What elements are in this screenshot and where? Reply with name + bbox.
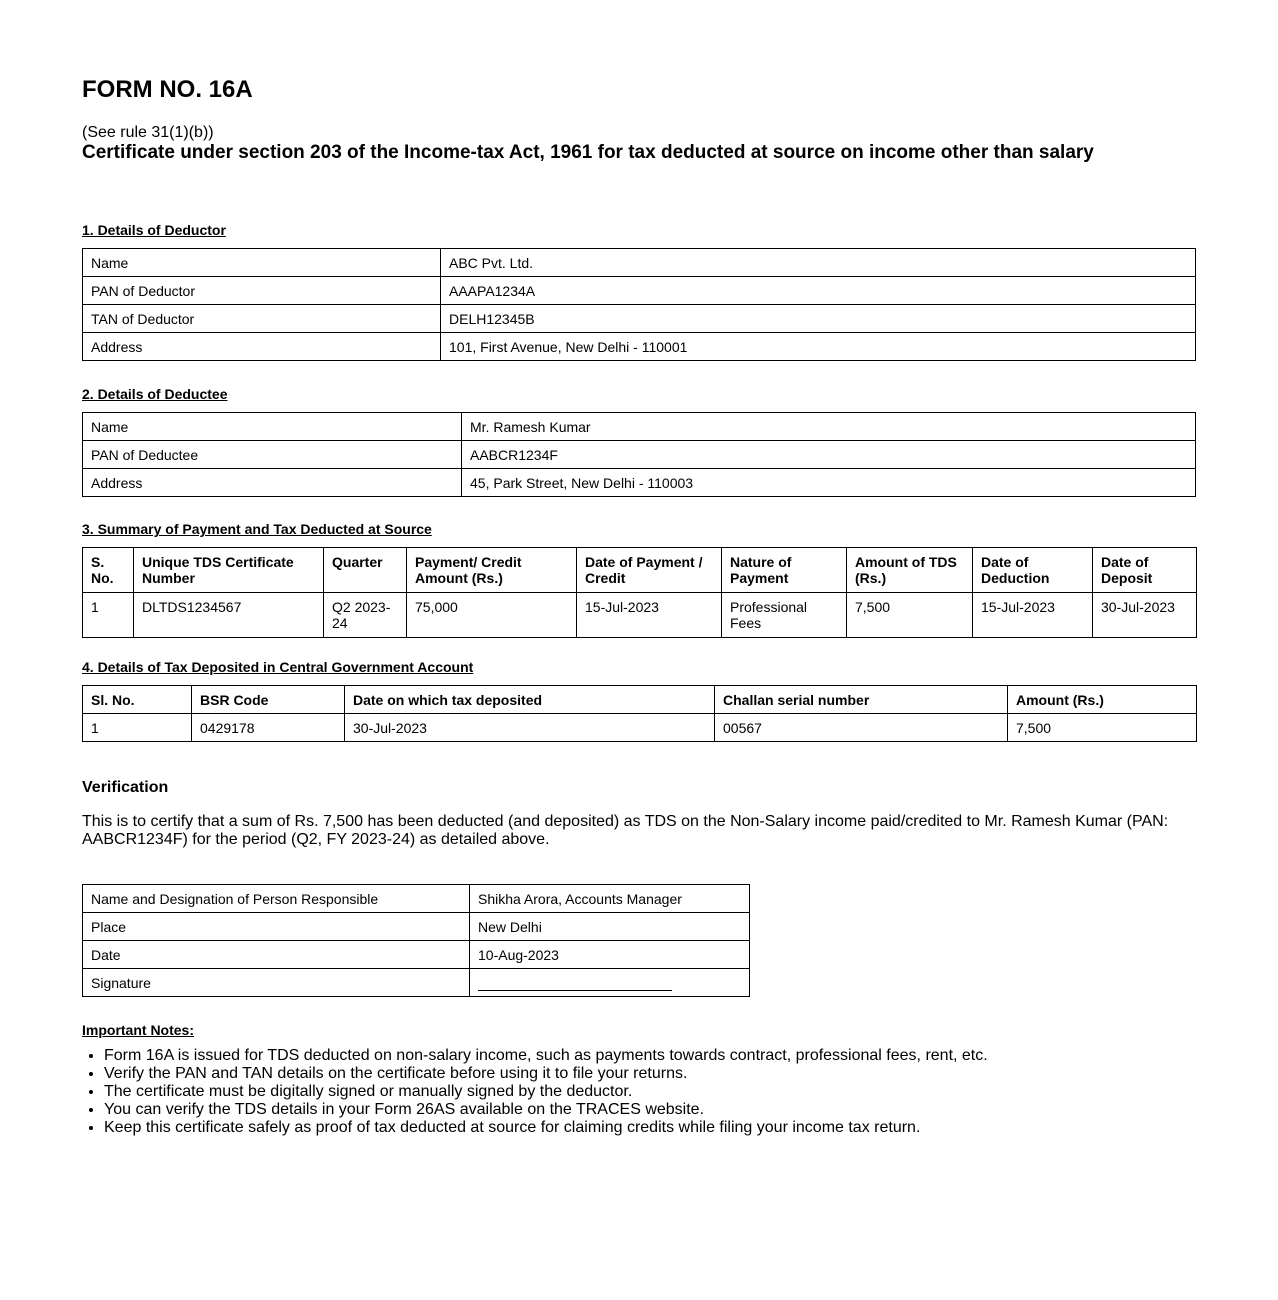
column-header: Quarter: [324, 548, 407, 593]
table-cell: 00567: [715, 714, 1008, 742]
column-header: Sl. No.: [83, 686, 192, 714]
signature-cell: [470, 969, 750, 997]
table-row: [83, 714, 1197, 742]
list-item: • Form 16A is issued for TDS deducted on non-salary income, such as payments towards contract, professional fees, rent, etc.: [104, 1047, 1204, 1065]
deductee-table: [82, 412, 1196, 497]
deposit-table: [82, 685, 1197, 742]
table-row: [83, 913, 750, 941]
deposit-heading: 4. Details of Tax Deposited in Central Government Account: [82, 659, 474, 675]
column-header: Date of Deposit: [1093, 548, 1197, 593]
table-row: [83, 969, 750, 997]
date-label: Date: [83, 941, 470, 969]
column-header: BSR Code: [192, 686, 345, 714]
notes-heading: Important Notes:: [82, 1022, 194, 1038]
table-row: [83, 441, 1196, 469]
deductee-address-label: Address: [83, 469, 462, 497]
list-item: • Keep this certificate safely as proof of tax deducted at source for claiming credits while filing your income tax return.: [104, 1119, 1204, 1137]
deductee-pan-label: PAN of Deductee: [83, 441, 462, 469]
deductor-address-label: Address: [83, 333, 441, 361]
place-label: Place: [83, 913, 470, 941]
verification-text: This is to certify that a sum of Rs. 7,500 has been deducted (and deposited) as TDS on the Non-Salary income paid/credited to Mr. Ramesh Kumar (PAN: AABCR1234F) for the period (Q2, FY 2023-24) as detailed above.: [82, 813, 1169, 848]
deductor-pan-value: AAAPA1234A: [441, 277, 1196, 305]
deductor-name-label: Name: [83, 249, 441, 277]
responsible-name-label: Name and Designation of Person Responsible: [83, 885, 470, 913]
column-header: Date of Deduction: [973, 548, 1093, 593]
table-cell: 0429178: [192, 714, 345, 742]
table-header-row: [83, 548, 1197, 593]
column-header: Payment/ Credit Amount (Rs.): [407, 548, 577, 593]
deductor-table: [82, 248, 1196, 361]
table-cell: Professional Fees: [722, 593, 847, 638]
summary-heading: 3. Summary of Payment and Tax Deducted at Source: [82, 521, 432, 537]
table-row: [83, 593, 1197, 638]
column-header: Date of Payment / Credit: [577, 548, 722, 593]
column-header: Date on which tax deposited: [345, 686, 715, 714]
certificate-title: Certificate under section 203 of the Income-tax Act, 1961 for tax deducted at source on income other than salary: [82, 142, 1094, 163]
deductee-heading: 2. Details of Deductee: [82, 386, 228, 402]
date-value: 10-Aug-2023: [470, 941, 750, 969]
table-cell: 15-Jul-2023: [577, 593, 722, 638]
table-cell: 7,500: [847, 593, 973, 638]
column-header: Unique TDS Certificate Number: [134, 548, 324, 593]
table-cell: 30-Jul-2023: [1093, 593, 1197, 638]
table-cell: 7,500: [1008, 714, 1197, 742]
table-cell: DLTDS1234567: [134, 593, 324, 638]
list-item: • You can verify the TDS details in your Form 26AS available on the TRACES website.: [104, 1101, 1204, 1119]
list-item: • Verify the PAN and TAN details on the certificate before using it to file your returns.: [104, 1065, 1204, 1083]
deductor-name-value: ABC Pvt. Ltd.: [441, 249, 1196, 277]
signature-line: [478, 975, 672, 991]
table-cell: 15-Jul-2023: [973, 593, 1093, 638]
deductor-heading: 1. Details of Deductor: [82, 222, 226, 238]
deductee-name-value: Mr. Ramesh Kumar: [462, 413, 1196, 441]
deductee-pan-value: AABCR1234F: [462, 441, 1196, 469]
table-cell: 1: [83, 593, 134, 638]
table-cell: Q2 2023-24: [324, 593, 407, 638]
table-cell: 30-Jul-2023: [345, 714, 715, 742]
column-header: Challan serial number: [715, 686, 1008, 714]
rule-reference: (See rule 31(1)(b)): [82, 124, 214, 141]
column-header: Amount (Rs.): [1008, 686, 1197, 714]
table-cell: 75,000: [407, 593, 577, 638]
table-cell: 1: [83, 714, 192, 742]
column-header: Nature of Payment: [722, 548, 847, 593]
deductee-name-label: Name: [83, 413, 462, 441]
responsible-name-value: Shikha Arora, Accounts Manager: [470, 885, 750, 913]
column-header: Amount of TDS (Rs.): [847, 548, 973, 593]
table-row: [83, 277, 1196, 305]
table-row: [83, 469, 1196, 497]
notes-list: [82, 1047, 1204, 1137]
deductor-tan-label: TAN of Deductor: [83, 305, 441, 333]
responsible-person-table: [82, 884, 750, 997]
table-row: [83, 941, 750, 969]
form-title: FORM NO. 16A: [82, 76, 253, 103]
table-header-row: [83, 686, 1197, 714]
deductee-address-value: 45, Park Street, New Delhi - 110003: [462, 469, 1196, 497]
deductor-address-value: 101, First Avenue, New Delhi - 110001: [441, 333, 1196, 361]
table-row: [83, 305, 1196, 333]
deductor-tan-value: DELH12345B: [441, 305, 1196, 333]
table-row: [83, 885, 750, 913]
table-row: [83, 249, 1196, 277]
column-header: S. No.: [83, 548, 134, 593]
deductor-pan-label: PAN of Deductor: [83, 277, 441, 305]
table-row: [83, 333, 1196, 361]
place-value: New Delhi: [470, 913, 750, 941]
verification-heading: Verification: [82, 779, 169, 796]
summary-table: [82, 547, 1197, 638]
table-row: [83, 413, 1196, 441]
signature-label: Signature: [83, 969, 470, 997]
list-item: • The certificate must be digitally signed or manually signed by the deductor.: [104, 1083, 1204, 1101]
